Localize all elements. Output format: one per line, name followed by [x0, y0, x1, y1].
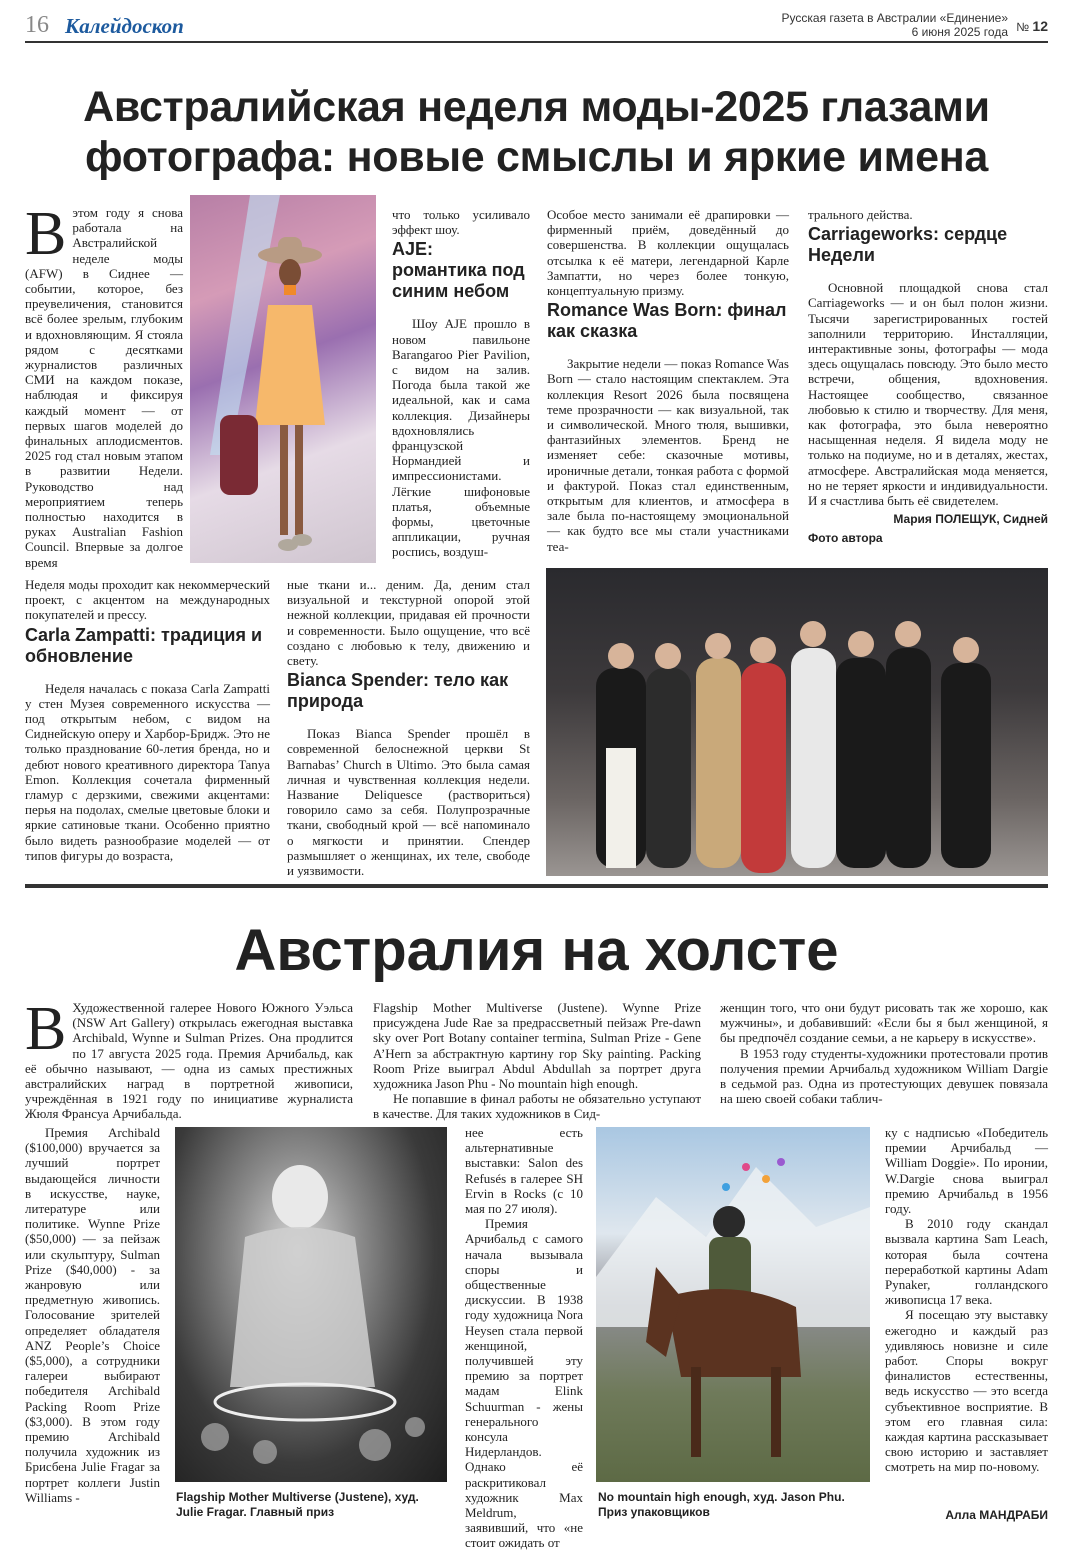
- article1-column1: [25, 577, 270, 863]
- section-text-cont: что только усиливало эффект шоу.: [392, 207, 530, 238]
- drop-cap: В: [25, 200, 67, 268]
- section-text: Показ Bianca Spender прошёл в современной белоснежной церкви St Barnabas’ Church в Ultimo. Это была самая личная и чувственная коллекция недели. Название Deliquesce (раствориться) говорило само за себя. Полупрозрачные ткани, свободный крой — всё напоминало о мягкости и принятии. Спендер размышляет о женщинах, их теле, свободе и уязвимости.: [287, 726, 530, 879]
- intro-text-cont: Неделя моды проходит как некоммерческий проект, с акцентом на международных покупателей и прессу.: [25, 577, 270, 623]
- article-divider: [25, 884, 1048, 888]
- article1-intro: [25, 200, 183, 570]
- article2-title: Австралия на холсте: [234, 918, 839, 983]
- section-title: Калейдоскоп: [65, 14, 184, 38]
- intro-text: Художественной галерее Нового Южного Уэльса (NSW Art Gallery) открылась ежегодная выставка Archibald, Wynne и Sulman Prizes. Она продлится по 17 августа 2025 года. Премия Арчибальд, как её обычно называют, — одна из самых престижных австралийских наград в портретной живописи, учреждённая в 1921 году по инициативе журналиста Жюля Франсуа Арчибальда.: [25, 1000, 353, 1122]
- painting-figure-illustration: [175, 1127, 447, 1482]
- section-text-cont: ные ткани и... деним. Да, деним стал визуальной и текстурной опорой этой нежной коллекции, придавая ей прочности и современности. Было ощущение, что всё создано с любовью к телу, движению и свету.: [287, 577, 530, 669]
- horse-rider-illustration: [596, 1127, 870, 1482]
- section-heading: Carriageworks: сердце Недели: [808, 224, 1008, 266]
- designers-group-photo: [546, 568, 1048, 876]
- paragraph: Премия Арчибальд с самого начала вызывала споры и общественные дискуссии. В 1938 году художница Nora Heysen стала первой женщиной, получившей эту премию за портрет мадам Elink Schuurman - жены генерального консула Нидерландов. Однако её раскритиковал художник Max Meldrum, заявивший, что «не стоит ожидать от: [465, 1216, 583, 1551]
- article2-column1-bottom: [25, 1125, 160, 1505]
- painting-flagship-mother-multiverse: [175, 1127, 447, 1482]
- group-people-illustration: [546, 568, 1048, 876]
- paragraph: нее есть альтернативные выставки: Salon des Refusés в галерее SH Ervin в Rocks (с 10 мая по 27 июля).: [465, 1125, 583, 1217]
- section-text: Основной площадкой снова стал Carriageworks — и он был полон жизни. Тысячи зарегистрированных гостей заполнили территорию. Инсталляции, интерактивные зоны, фотографы — мода здесь ощущалась повсюду. Это было место встречи, общения, вдохновения. Настоящее сообщество, связанное любовью к стилю и творчеству. Для меня, как фотографа, это была невероятно насыщенная неделя. Я видела моду не только на подиуме, но и в деталях, жестах, атмосфере. Австралийская мода меняется, но не теряет яркости и индивидуальности. И я счастлива быть её свидетелем.: [808, 280, 1048, 509]
- article2-column2-bottom: [465, 1125, 583, 1551]
- title-line: Австралийская неделя моды-2025 глазами: [83, 83, 990, 131]
- paragraph: В 1953 году студенты-художники протестовали против получения премии Арчибальд художником William Dargie в седьмой раз. Одна из протестующих девушек повязала на шею своей собаки таблич-: [720, 1045, 1048, 1107]
- paragraph: Премия Archibald ($100,000) вручается за лучший портрет выдающейся личности в искусстве, науке, литературе или политике. Wynne Prize ($50,000) — за пейзаж или скульптуру, Sulman Prize ($40,000) - за жанровую или предметную живопись. Голосование зрителей определяет обладателя ANZ People’s Choice ($5,000), а сотрудники галереи выбирают победителя Archibald Packing Room Prize ($3,000). В этом году премию Archibald получила художник из Брисбена Julie Fragar за портрет коллеги Justin Williams -: [25, 1125, 160, 1505]
- photo-credit: Фото автора: [808, 531, 883, 546]
- photo-caption: No mountain high enough, худ. Jason Phu. Приз упаковщиков: [598, 1490, 845, 1519]
- section-text: Закрытие недели — показ Romance Was Born — стало настоящим спектаклем. Эта коллекция Resort 2026 была посвящена теме прозрачности — как визуальной, так и символической. Много тюля, вышивки, фантазийных элементов. Бренд не изменяет себе: сказочные мотивы, ироничные детали, тонкая работа с формой и фактурой. Показ стал единственным, открытым для клиентов, и атмосфера в зале была по-настоящему эмоциональной — как будто все мы стали участниками теа-: [547, 356, 789, 554]
- header-rule: [25, 41, 1048, 43]
- article2-column3-bottom: [885, 1125, 1048, 1475]
- paragraph: ку с надписью «Победитель премии Арчибальд — William Doggie». По иронии, W.Dargie снова выиграл премию Арчибальд в 1956 году.: [885, 1125, 1048, 1217]
- painting-no-mountain-high-enough: [596, 1127, 870, 1482]
- article2-column2-top: [373, 1000, 701, 1122]
- section-text-cont: Особое место занимали её драпировки — фирменный приём, доведённый до совершенства. В коллекции ощущалась отсылка к её матери, легендарной Карле Зампатти, но через более тонкую, концептуальную призму.: [547, 207, 789, 299]
- section-text-cont: трального действа.: [808, 207, 913, 222]
- section-text: Неделя началась с показа Carla Zampatti у стен Музея современного искусства — под открытым небом, с видом на Сиднейскую оперу и Харбор-Бридж. Это не только празднование 60-летия бренда, но и дебют нового креативного директора Tanya Emon. Коллекция сочетала фирменный гламур с дерзкими, свежими акцентами: перья на подолах, смелые цветовые блоки и яркие сатиновые ткани. Особенно приятно было видеть разнообразие моделей — от типов фигуры до возраста,: [25, 680, 270, 863]
- article1-column2-top: [392, 207, 530, 560]
- section-heading: Bianca Spender: тело как природа: [287, 670, 509, 712]
- paragraph: В 2010 году скандал вызвала картина Sam Leach, которая была сочтена переработкой картины Adam Pynaker, голландского живописца 17 века.: [885, 1216, 1048, 1308]
- paragraph: Я посещаю эту выставку ежегодно и каждый раз удивляюсь новизне и силе работ. Споры вокруг финалистов естественны, ведь искусство — это всегда субъективное восприятие. В этом его главная сила: каждая картина рассказывает свою историю и заставляет смотреть на мир по-новому.: [885, 1307, 1048, 1475]
- runway-model-illustration: [190, 195, 376, 563]
- paragraph: женщин того, что они будут рисовать так же хорошо, как мужчины», и добавивший: «Если бы я был женщиной, я бы предпочёл создание семьи, а не карьеру в искусстве».: [720, 1000, 1048, 1046]
- photo-caption: Flagship Mother Multiverse (Justene), худ. Julie Fragar. Главный приз: [176, 1490, 419, 1519]
- article2-column3-top: [720, 1000, 1048, 1106]
- section-text: Шоу AJE прошло в новом павильоне Barangaroo Pier Pavilion, с видом на залив. Погода была такой же идеальной, как и сама коллекция. Дизайнеры вдохновлялись французской Нормандией и импрессионистами. Лёгкие шифоновые платья, объемные формы, цветочные аппликации, ручная роспись, воздуш-: [392, 316, 530, 560]
- section-heading: AJE: романтика под синим небом: [392, 239, 525, 302]
- section-heading: Carla Zampatti: традиция и обновление: [25, 624, 263, 666]
- article1-column2-bottom: [287, 577, 530, 878]
- title-line: фотографа: новые смыслы и яркие имена: [84, 133, 988, 181]
- author-signature: Мария ПОЛЕЩУК, Сидней: [893, 512, 1048, 527]
- article1-column3: [547, 207, 789, 554]
- paragraph: Не попавшие в финал работы не обязательно уступают в качестве. Для таких художников в Сид-: [373, 1091, 701, 1122]
- drop-cap: В: [25, 995, 67, 1063]
- issue-number: [1016, 18, 1048, 34]
- author-signature: Алла МАНДРАБИ: [945, 1508, 1048, 1522]
- page-number: 16: [25, 12, 49, 38]
- issue-label: №: [1016, 20, 1030, 34]
- paragraph: Flagship Mother Multiverse (Justene). Wynne Prize присуждена Jude Rae за предрассветный пейзаж Pre-dawn sky over Port Botany container termina, Sulman Prize - Gene A’Hern за абстрактную картину гор Sky painting. Packing Room Prize выиграл Abdul Abdullah за портрет друга художника Jason Phu - No mountain high enough.: [373, 1000, 701, 1092]
- issue-date: 6 июня 2025 года: [911, 25, 1008, 39]
- article1-column4: [808, 207, 1048, 547]
- newspaper-name: Русская газета в Австралии «Единение»: [781, 11, 1008, 25]
- intro-text: этом году я снова работала на Австралийской неделе моды (AFW) в Сиднее — событии, которое, без преувеличения, становится всё более зрелым, глубоким и вдохновляющим. Я стояла рядом с десятками журналистов различных СМИ на каждом показе, наблюдая и фиксируя каждый момент — от первых шагов моделей до финальных аплодисментов. 2025 год стал новым этапом в развитии Недели. Руководство над мероприятием теперь полностью находится в руках Australian Fashion Council. Впервые за долгое время: [25, 205, 183, 570]
- issue-value: 12: [1032, 18, 1048, 34]
- section-heading: Romance Was Born: финал как сказка: [547, 300, 787, 342]
- article1-title: [25, 82, 1048, 182]
- runway-photo: [190, 195, 376, 563]
- masthead-info: [782, 11, 1008, 39]
- article2-intro: [25, 995, 353, 1122]
